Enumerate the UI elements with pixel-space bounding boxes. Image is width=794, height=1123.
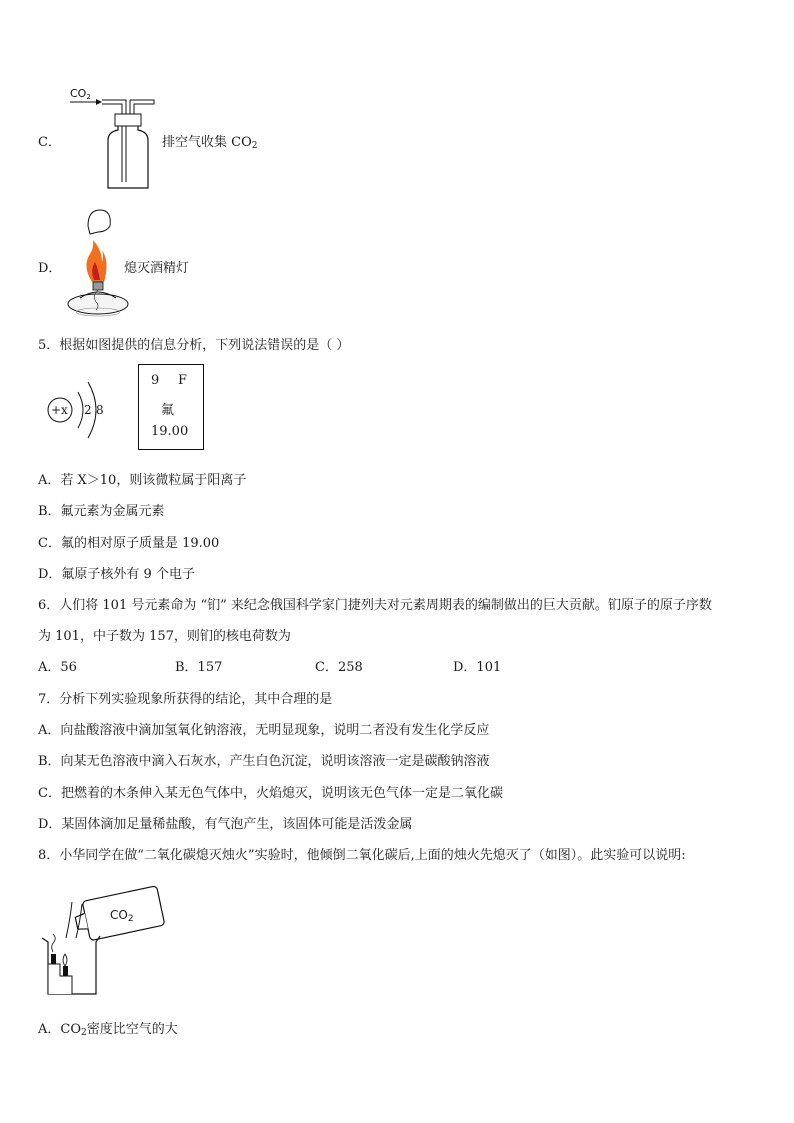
q7-option-b: B．向某无色溶液中滴入石灰水，产生白色沉淀，说明该溶液一定是碳酸钠溶液 [38, 754, 490, 769]
q6-option-c: C．258 [315, 660, 363, 675]
q7-option-a: A．向盐酸溶液中滴加氢氧化钠溶液，无明显现象，说明二者没有发生化学反应 [38, 723, 490, 738]
q8-option-a: A．$CO_2$密度比空气的大 [38, 1022, 178, 1038]
q4-option-c-text: 排空气收集 $CO_2$ [162, 135, 258, 151]
q7-stem: 7．分析下列实验现象所获得的结论，其中合理的是 [38, 692, 333, 707]
q6-stem-line2: 为 101，中子数为 157，则钔的核电荷数为 [38, 629, 291, 644]
q6-option-a: A．56 [38, 660, 77, 675]
element-number: 9 [151, 373, 160, 388]
atom-nucleus-label: +x [51, 403, 68, 417]
candle-beaker-figure [40, 880, 170, 1000]
q5-option-c: C．氟的相对原子质量是 19.00 [38, 536, 220, 551]
element-mass: 19.00 [151, 424, 189, 439]
q6-option-b: B．157 [175, 660, 223, 675]
q4-option-d-label: D． [38, 261, 62, 276]
alcohol-lamp-figure [62, 206, 132, 318]
atom-shell-2-count: 8 [96, 403, 104, 417]
q5-option-d: D．氟原子核外有 9 个电子 [38, 567, 195, 582]
q8-co2-fig-label: $CO_2$ [110, 908, 134, 924]
q4-option-d-text: 熄灭酒精灯 [124, 261, 190, 276]
q7-option-d: D．某固体滴加足量稀盐酸，有气泡产生，该固体可能是活泼金属 [38, 817, 413, 832]
element-name: 氟 [161, 403, 175, 418]
q7-option-c: C．把燃着的木条伸入某无色气体中，火焰熄灭，说明该无色气体一定是二氧化碳 [38, 786, 503, 801]
q6-option-d: D．101 [453, 660, 502, 675]
q8-stem: 8．小华同学在做“二氧化碳熄灭烛火”实验时，他倾倒二氧化碳后,上面的烛火先熄灭了（如图）。此实验可以说明: [38, 848, 686, 863]
q6-stem-line1: 6．人们将 101 号元素命为 “钔” 来纪念俄国科学家门捷列夫对元素周期表的编制做出的巨大贡献。钔原子的原子序数 [38, 598, 712, 613]
q4-option-c-label: C． [38, 135, 61, 150]
gas-bottle-figure [60, 84, 170, 194]
element-symbol: F [178, 373, 188, 388]
q5-option-b: B．氟元素为金属元素 [38, 504, 165, 519]
q5-option-a: A．若 X＞10，则该微粒属于阳离子 [38, 473, 247, 488]
co2-fig-label: CO2 [70, 87, 91, 101]
atom-shell-1-count: 2 [84, 403, 92, 417]
q5-stem: 5．根据如图提供的信息分析，下列说法错误的是（ ） [38, 338, 350, 353]
